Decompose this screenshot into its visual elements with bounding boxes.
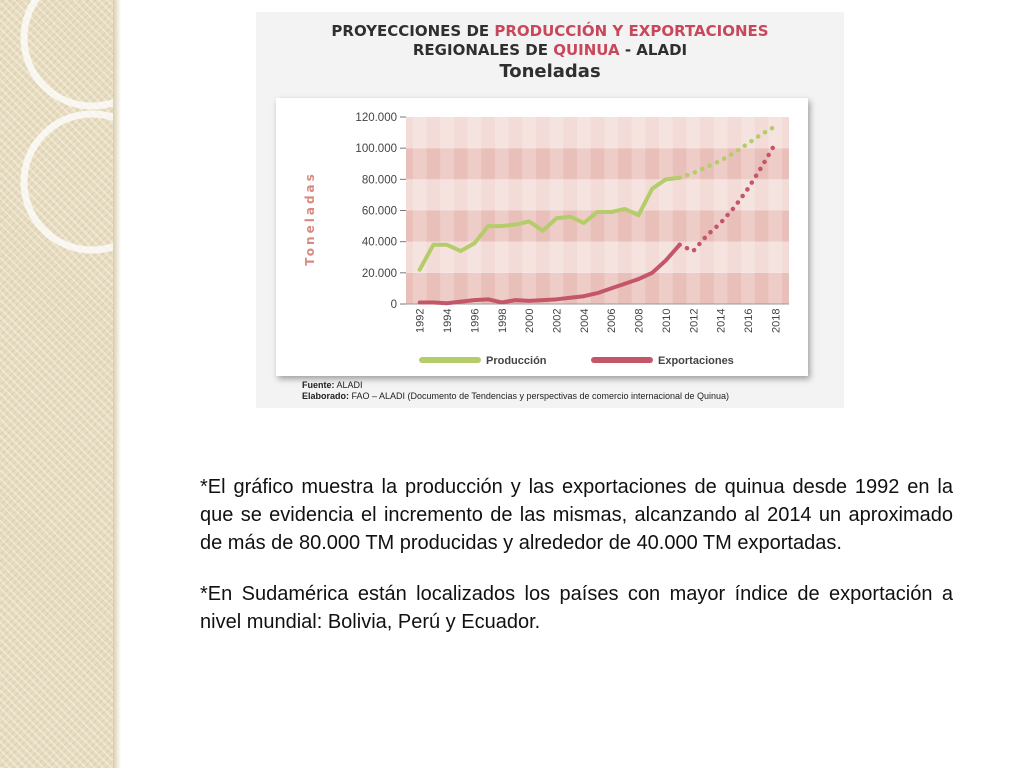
plot-column-stripe	[550, 117, 564, 304]
plot-band	[406, 242, 789, 273]
x-tick-label: 2012	[688, 308, 701, 333]
title-line1-a: PROYECCIONES DE	[331, 22, 495, 40]
y-tick-label: 60.000	[361, 205, 397, 218]
plot-column-stripe	[495, 117, 509, 304]
decorative-circles	[0, 0, 113, 768]
plot-band	[406, 179, 789, 210]
y-tick-label: 20.000	[361, 267, 397, 280]
made-label: Elaborado:	[302, 391, 350, 401]
plot-column-stripe	[768, 117, 782, 304]
plot-band	[406, 211, 789, 242]
line-chart	[276, 98, 808, 376]
legend-label: Exportaciones	[658, 355, 734, 367]
plot-band	[406, 273, 789, 304]
plot-column-stripe	[686, 117, 700, 304]
y-tick-label: 40.000	[361, 236, 397, 249]
title-line3: Toneladas	[499, 61, 601, 82]
x-tick-label: 1994	[442, 308, 455, 333]
y-tick-label: 0	[390, 299, 397, 311]
plot-band	[406, 117, 789, 148]
chart-title	[256, 22, 844, 81]
x-tick-label: 2008	[633, 308, 646, 333]
x-tick-label: 2006	[606, 308, 619, 333]
plot-column-stripe	[659, 117, 673, 304]
plot-column-stripe	[522, 117, 536, 304]
x-tick-label: 2004	[578, 308, 591, 333]
legend-label: Producción	[486, 355, 547, 367]
source-value: ALADI	[334, 380, 363, 390]
slide-body-text	[200, 473, 953, 659]
x-tick-label: 1998	[496, 308, 509, 333]
x-tick-label: 2018	[770, 308, 783, 333]
source-label: Fuente:	[302, 380, 335, 390]
x-tick-label: 2010	[660, 308, 673, 333]
side-band-edge	[113, 0, 121, 768]
paragraph-1: *El gráfico muestra la producción y las exportaciones de quinua desde 1992 en la que se evidencia el incremento de las mismas, alcanzando al 2014 un aproximado de más de 80.000 TM producidas y alrededor de 40.000 TM exportadas.	[200, 476, 953, 554]
y-tick-label: 100.000	[355, 143, 397, 156]
x-tick-label: 1996	[469, 308, 482, 333]
title-line2-c: - ALADI	[619, 41, 688, 59]
y-axis-title: Toneladas	[303, 171, 317, 266]
made-value: FAO – ALADI (Documento de Tendencias y perspectivas de comercio internacional de Quinua)	[349, 391, 730, 401]
x-tick-label: 2014	[715, 308, 728, 333]
plot-column-stripe	[714, 117, 728, 304]
x-tick-label: 2002	[551, 308, 564, 333]
decorative-side-band	[0, 0, 113, 768]
plot-column-stripe	[468, 117, 482, 304]
plot-column-stripe	[577, 117, 591, 304]
plot-column-stripe	[440, 117, 454, 304]
plot-column-stripe	[413, 117, 427, 304]
chart-figure	[256, 12, 844, 408]
paragraph-2: *En Sudamérica están localizados los países con mayor índice de exportación a nivel mundial: Bolivia, Perú y Ecuador.	[200, 583, 953, 633]
chart-source	[302, 380, 729, 402]
x-tick-label: 2000	[524, 308, 537, 333]
x-tick-label: 2016	[742, 308, 755, 333]
chart-card	[276, 98, 808, 376]
title-line2-b: QUINUA	[553, 41, 620, 59]
title-line1-b: PRODUCCIÓN Y EXPORTACIONES	[494, 22, 769, 40]
x-tick-label: 1992	[414, 308, 427, 333]
y-tick-label: 120.000	[355, 112, 397, 124]
y-tick-label: 80.000	[361, 174, 397, 187]
title-line2-a: REGIONALES DE	[412, 41, 554, 59]
